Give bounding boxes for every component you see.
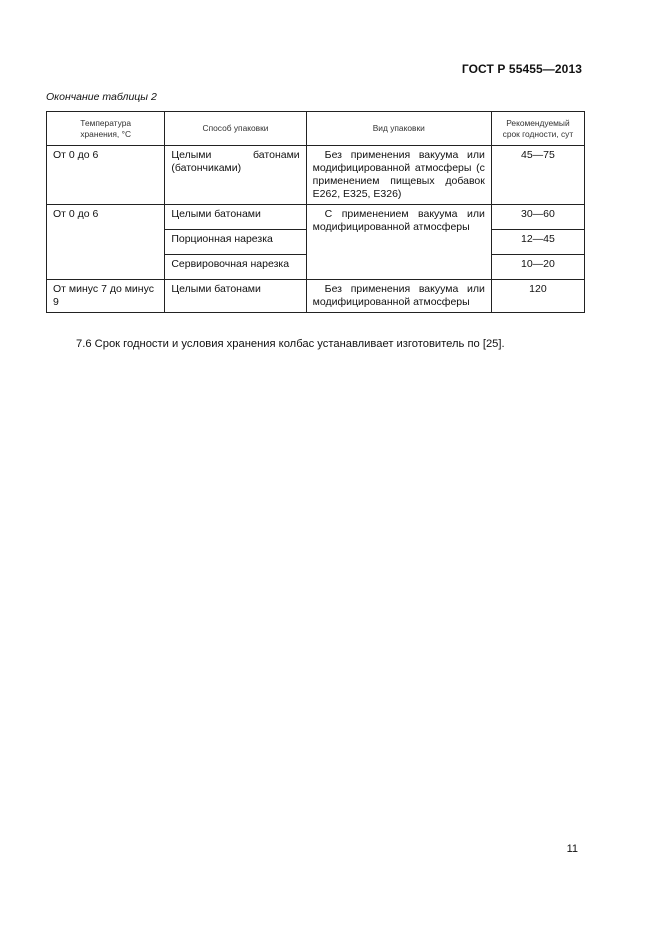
cell-packing-method: Сервировочная нарезка — [165, 255, 306, 280]
shelf-life-table — [46, 111, 585, 313]
table-caption: Окончание таблицы 2 — [46, 91, 157, 103]
page-number: 11 — [566, 843, 578, 855]
header-shelf-life: Рекомендуемый срок годности, сут — [491, 112, 584, 146]
paragraph-7-6: 7.6 Срок годности и условия хранения колбас устанавливает изготовитель по [25]. — [76, 338, 505, 350]
cell-temperature: От 0 до 6 — [47, 205, 165, 280]
cell-packing-type: С применением вакуума или модифицированной атмосферы — [306, 205, 491, 280]
cell-packing-method: Целыми батонами — [165, 205, 306, 230]
cell-shelf-life: 120 — [491, 280, 584, 313]
table-row — [47, 146, 585, 205]
cell-temperature: От 0 до 6 — [47, 146, 165, 205]
header-packing-type: Вид упаковки — [306, 112, 491, 146]
header-packing-method: Способ упаковки — [165, 112, 306, 146]
header-temperature: Температура хранения, °С — [47, 112, 165, 146]
cell-temperature: От минус 7 до минус 9 — [47, 280, 165, 313]
cell-shelf-life: 30—60 — [491, 205, 584, 230]
table-header-row — [47, 112, 585, 146]
cell-packing-type: Без применения вакуума или модифицированной атмосферы (с применением пищевых добавок Е262, Е325, Е326) — [306, 146, 491, 205]
table-row — [47, 205, 585, 230]
cell-packing-method: Целыми батонами (батончиками) — [165, 146, 306, 205]
cell-packing-type: Без применения вакуума или модифицированной атмосферы — [306, 280, 491, 313]
standard-code: ГОСТ Р 55455—2013 — [461, 62, 582, 76]
cell-shelf-life: 12—45 — [491, 230, 584, 255]
cell-shelf-life: 10—20 — [491, 255, 584, 280]
cell-packing-method: Порционная нарезка — [165, 230, 306, 255]
cell-packing-method: Целыми батонами — [165, 280, 306, 313]
table-row — [47, 280, 585, 313]
cell-shelf-life: 45—75 — [491, 146, 584, 205]
